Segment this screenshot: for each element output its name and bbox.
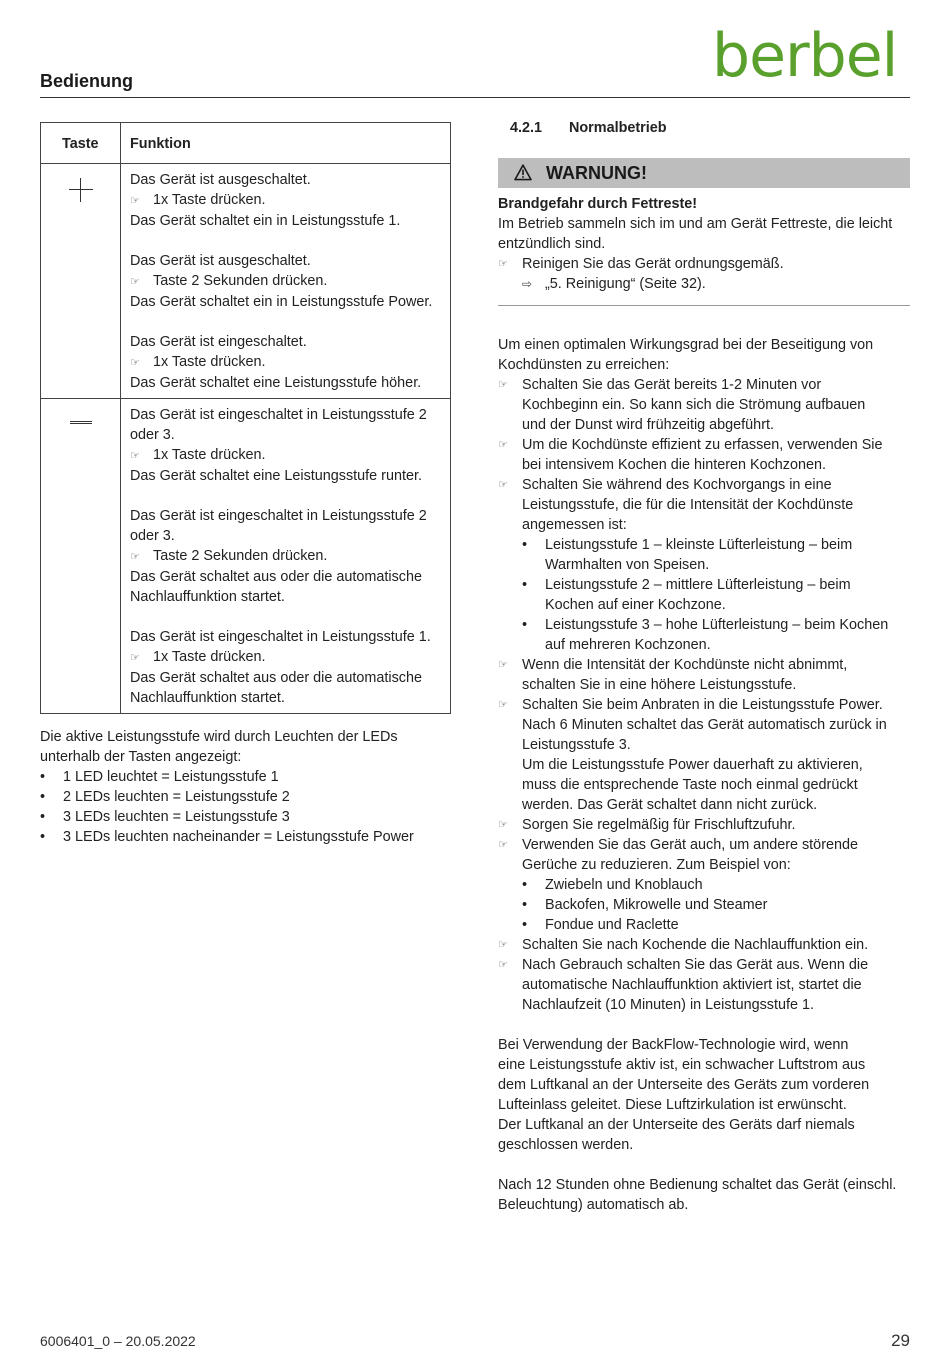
bullet-line: • Zwiebeln und Knoblauch: [498, 875, 918, 895]
intro-line: Um einen optimalen Wirkungsgrad bei der Beseitigung von: [498, 337, 874, 353]
tip-line: angemessen ist:: [522, 517, 627, 533]
minus-icon: [70, 421, 92, 424]
block-text: Das Gerät ist ausgeschaltet.: [130, 253, 311, 269]
block-text: Nachlauffunktion startet.: [130, 589, 285, 605]
warning-text-line: entzündlich sind.: [498, 236, 606, 252]
pointing-hand-icon: ☞: [498, 438, 508, 451]
function-block: [130, 251, 442, 312]
pointing-hand-icon: ☞: [130, 550, 140, 563]
pointing-hand-icon: ☞: [130, 356, 140, 369]
instruction-line: ☞ 1x Taste drücken.: [130, 445, 442, 466]
tip-line: muss die entsprechende Taste noch einmal gedrückt: [522, 777, 858, 793]
block-text: Das Gerät schaltet ein in Leistungsstufe 1.: [130, 213, 401, 229]
list-item: • 2 LEDs leuchten = Leistungsstufe 2: [40, 787, 460, 807]
tip-line: Leistungsstufe 3.: [522, 737, 631, 753]
pointing-hand-icon: ☞: [498, 698, 508, 711]
tip-line: werden. Das Gerät schaltet dann nicht zurück.: [522, 797, 818, 813]
block-text: Das Gerät ist eingeschaltet in Leistungsstufe 2: [130, 407, 427, 423]
tip-line: ☞ Um die Kochdünste effizient zu erfassen, verwenden Sie: [498, 437, 883, 453]
instruction-line: ☞ 1x Taste drücken.: [130, 190, 442, 211]
warning-heading: Brandgefahr durch Fettreste!: [498, 196, 698, 212]
tip-line: ☞ Schalten Sie beim Anbraten in die Leistungsstufe Power.: [498, 697, 883, 713]
pointing-hand-icon: ☞: [498, 838, 508, 851]
backflow-paragraph: [498, 1035, 918, 1155]
block-text: Das Gerät ist eingeschaltet in Leistungsstufe 2: [130, 508, 427, 524]
paragraph-line: geschlossen werden.: [498, 1137, 634, 1153]
page-number: 29: [891, 1331, 910, 1350]
tip-line: Gerüche zu reduzieren. Zum Beispiel von:: [522, 857, 791, 873]
bullet-line: Warmhalten von Speisen.: [545, 557, 710, 573]
pointing-hand-icon: ☞: [498, 818, 508, 831]
tip-line: bei intensivem Kochen die hinteren Kochzonen.: [522, 457, 827, 473]
bullet-line: • Leistungsstufe 2 – mittlere Lüfterleistung – beim: [498, 575, 918, 595]
pointing-hand-icon: ☞: [498, 478, 508, 491]
led-list: [40, 767, 460, 847]
function-block: [130, 170, 442, 231]
function-block: [130, 506, 442, 607]
table-header-row: [41, 123, 451, 164]
warning-reference: ⇨ „5. Reinigung“ (Seite 32).: [522, 276, 706, 292]
table-row-minus: [41, 399, 451, 714]
led-info: [40, 727, 460, 847]
document-id: 6006401_0 – 20.05.2022: [40, 1333, 196, 1349]
function-table: [40, 122, 451, 714]
bullet-line: auf mehreren Kochzonen.: [545, 637, 711, 653]
tips-list: [498, 375, 918, 1015]
warning-triangle-icon: [514, 164, 532, 181]
paragraph-line: Bei Verwendung der BackFlow-Technologie wird, wenn: [498, 1037, 849, 1053]
column-header-taste: Taste: [41, 123, 121, 164]
block-text: Das Gerät ist ausgeschaltet.: [130, 172, 311, 188]
tip-line: Nach 6 Minuten schaltet das Gerät automatisch zurück in: [522, 717, 887, 733]
function-block: [130, 405, 442, 486]
bullet-line: Kochen auf einer Kochzone.: [545, 597, 726, 613]
section-heading: [510, 118, 667, 138]
tip-line: ☞ Nach Gebrauch schalten Sie das Gerät aus. Wenn die: [498, 957, 869, 973]
tip-line: und der Dunst wird frühzeitig abgeführt.: [522, 417, 774, 433]
block-text: Das Gerät schaltet eine Leistungsstufe höher.: [130, 375, 422, 391]
tip-line: ☞ Sorgen Sie regelmäßig für Frischluftzufuhr.: [498, 817, 796, 833]
section-title: Bedienung: [40, 71, 133, 91]
auto-off-paragraph: [498, 1175, 918, 1215]
list-item: • 3 LEDs leuchten nacheinander = Leistungsstufe Power: [40, 827, 460, 847]
block-text: oder 3.: [130, 427, 175, 443]
block-text: Das Gerät schaltet aus oder die automatische: [130, 569, 422, 585]
section-heading-title: Normalbetrieb: [569, 120, 667, 136]
list-item: • 3 LEDs leuchten = Leistungsstufe 3: [40, 807, 460, 827]
instruction-line: ☞ Taste 2 Sekunden drücken.: [130, 271, 442, 292]
function-block: [130, 332, 442, 393]
table-row-plus: [41, 164, 451, 399]
warning-title: WARNUNG!: [546, 163, 647, 183]
bullet-line: • Backofen, Mikrowelle und Steamer: [498, 895, 918, 915]
plus-icon: [69, 178, 93, 202]
intro-line: Kochdünsten zu erreichen:: [498, 357, 670, 373]
column-header-funktion: Funktion: [121, 123, 451, 164]
tip-line: ☞ Schalten Sie das Gerät bereits 1-2 Minuten vor: [498, 377, 822, 393]
bullet-line: • Leistungsstufe 3 – hohe Lüfterleistung – beim Kochen: [498, 615, 918, 635]
warning-instruction: ☞ Reinigen Sie das Gerät ordnungsgemäß.: [498, 256, 784, 272]
key-cell-plus: [41, 164, 121, 399]
pointing-hand-icon: ☞: [498, 257, 508, 270]
warning-divider: [498, 305, 910, 306]
brand-logo: berbel: [712, 21, 898, 91]
tip-line: automatische Nachlauffunktion aktiviert ist, startet die: [522, 977, 862, 993]
tip-line: schalten Sie in eine höhere Leistungsstufe.: [522, 677, 797, 693]
paragraph-line: Nach 12 Stunden ohne Bedienung schaltet das Gerät (einschl.: [498, 1177, 897, 1193]
pointing-hand-icon: ☞: [130, 194, 140, 207]
warning-text-line: Im Betrieb sammeln sich im und am Gerät Fettreste, die leicht: [498, 216, 893, 232]
function-block: [130, 627, 442, 708]
block-text: oder 3.: [130, 528, 175, 544]
function-cell-plus: [121, 164, 451, 399]
bullet-line: • Fondue und Raclette: [498, 915, 918, 935]
tip-line: ☞ Schalten Sie während des Kochvorgangs in eine: [498, 477, 832, 493]
warning-banner: [498, 158, 910, 188]
pointing-hand-icon: ☞: [498, 658, 508, 671]
paragraph-line: Der Luftkanal an der Unterseite des Geräts darf niemals: [498, 1117, 855, 1133]
block-text: Nachlauffunktion startet.: [130, 690, 285, 706]
paragraph-line: eine Leistungsstufe aktiv ist, ein schwacher Luftstrom aus: [498, 1057, 866, 1073]
key-cell-minus: [41, 399, 121, 714]
block-text: Das Gerät ist eingeschaltet in Leistungsstufe 1.: [130, 629, 431, 645]
block-text: Das Gerät schaltet ein in Leistungsstufe Power.: [130, 294, 433, 310]
led-intro-line: Die aktive Leistungsstufe wird durch Leuchten der LEDs: [40, 729, 398, 745]
led-intro-line: unterhalb der Tasten angezeigt:: [40, 749, 242, 765]
paragraph-line: Beleuchtung) automatisch ab.: [498, 1197, 689, 1213]
tip-line: Um die Leistungsstufe Power dauerhaft zu aktivieren,: [522, 757, 863, 773]
bullet-line: • Leistungsstufe 1 – kleinste Lüfterleistung – beim: [498, 535, 918, 555]
tip-line: ☞ Wenn die Intensität der Kochdünste nicht abnimmt,: [498, 657, 848, 673]
pointing-hand-icon: ☞: [498, 378, 508, 391]
list-item: • 1 LED leuchtet = Leistungsstufe 1: [40, 767, 460, 787]
tip-line: ☞ Schalten Sie nach Kochende die Nachlauffunktion ein.: [498, 937, 869, 953]
section-number: 4.2.1: [510, 120, 543, 136]
warning-body: [498, 194, 910, 294]
pointing-hand-icon: ☞: [498, 958, 508, 971]
tip-line: ☞ Verwenden Sie das Gerät auch, um andere störende: [498, 837, 858, 853]
pointing-hand-icon: ☞: [130, 651, 140, 664]
instruction-line: ☞ 1x Taste drücken.: [130, 647, 442, 668]
pointing-hand-icon: ☞: [498, 938, 508, 951]
header-divider: [40, 97, 910, 98]
paragraph-line: Lufteinlass geleitet. Diese Luftzirkulation ist erwünscht.: [498, 1097, 847, 1113]
pointing-hand-icon: ☞: [130, 275, 140, 288]
arrow-right-icon: ⇨: [522, 277, 533, 291]
block-text: Das Gerät ist eingeschaltet.: [130, 334, 307, 350]
instruction-line: ☞ Taste 2 Sekunden drücken.: [130, 546, 442, 567]
tip-line: Kochbeginn ein. So kann sich die Strömung aufbauen: [522, 397, 866, 413]
main-body: [498, 335, 918, 1215]
tip-line: Leistungsstufe, die für die Intensität der Kochdünste: [522, 497, 854, 513]
block-text: Das Gerät schaltet aus oder die automatische: [130, 670, 422, 686]
pointing-hand-icon: ☞: [130, 449, 140, 462]
tip-line: Nachlaufzeit (10 Minuten) in Leistungsstufe 1.: [522, 997, 814, 1013]
instruction-line: ☞ 1x Taste drücken.: [130, 352, 442, 373]
function-cell-minus: [121, 399, 451, 714]
block-text: Das Gerät schaltet eine Leistungsstufe runter.: [130, 468, 422, 484]
paragraph-line: dem Luftkanal an der Unterseite des Geräts zum vorderen: [498, 1077, 870, 1093]
